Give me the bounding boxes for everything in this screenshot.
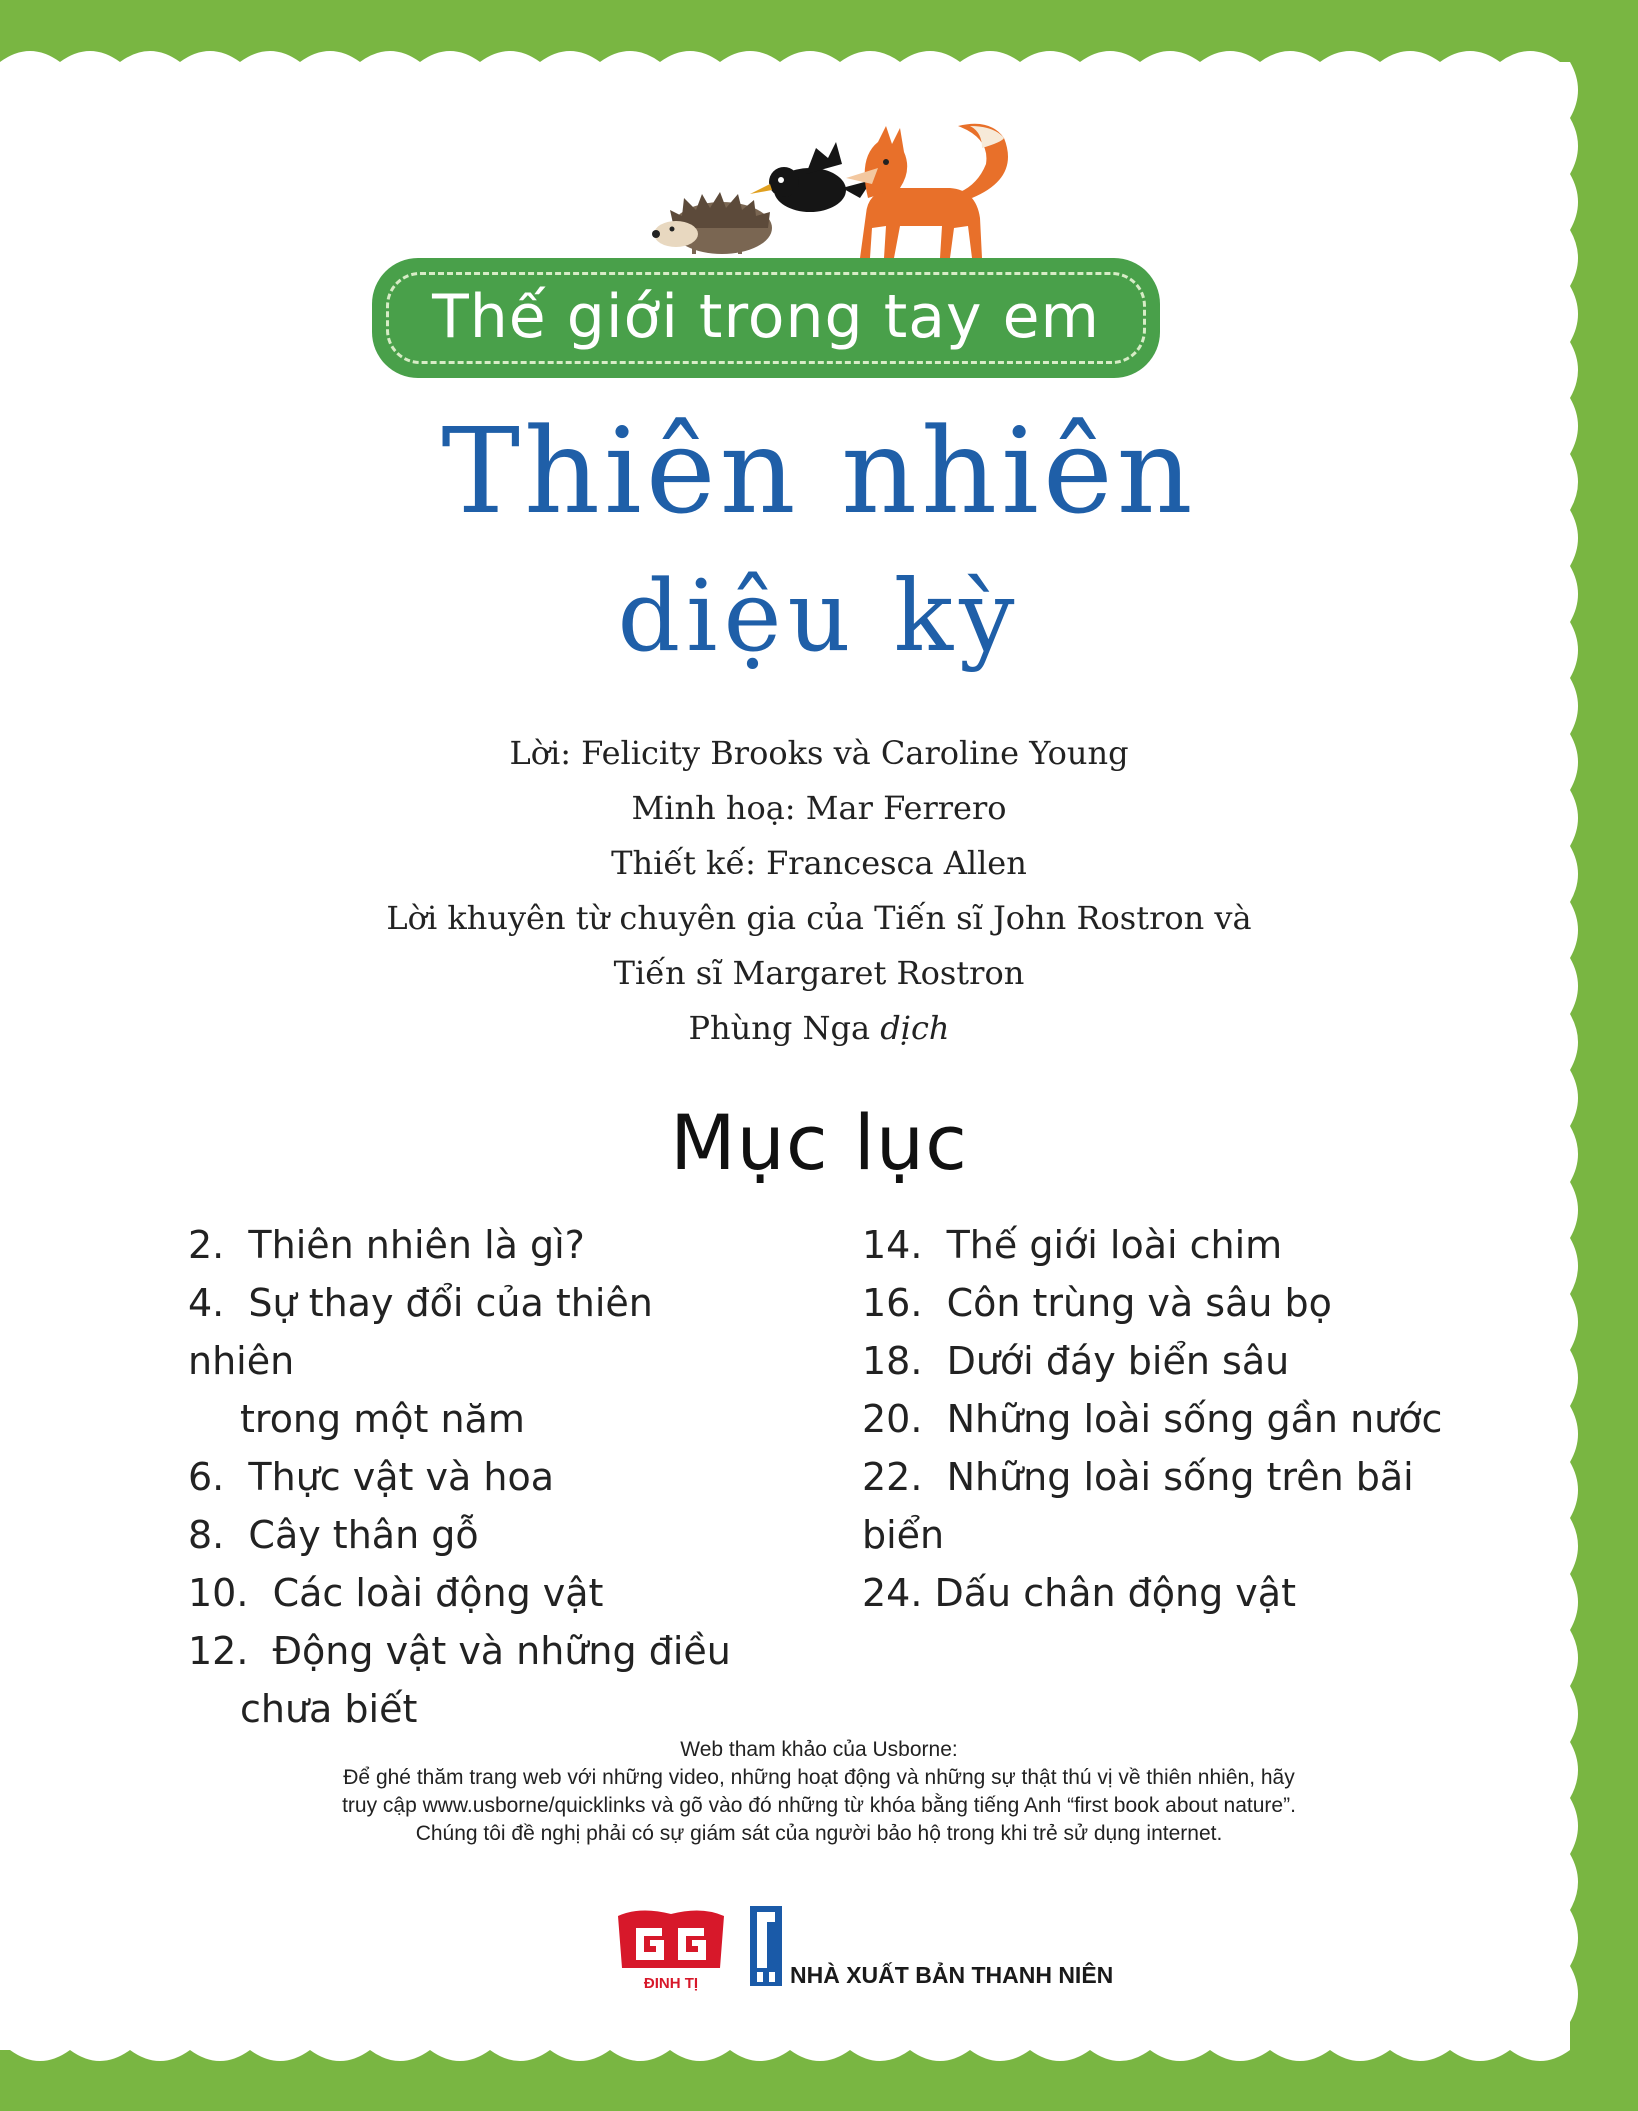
toc-column-left: [188, 1216, 748, 1738]
web-ref-title: Web tham khảo của Usborne:: [680, 1738, 958, 1761]
toc-item: 6. Thực vật và hoa: [188, 1455, 554, 1499]
web-ref-line1: Để ghé thăm trang web với những video, những hoạt động và những sự thật thú vị về thiên nhiên, hãy: [343, 1766, 1295, 1789]
credit-translator: [0, 1001, 1638, 1056]
translator-name: Phùng Nga: [688, 1009, 871, 1047]
toc-item: 10. Các loài động vật: [188, 1571, 604, 1615]
toc-item: 8. Cây thân gỗ: [188, 1513, 479, 1557]
toc-item: 16. Côn trùng và sâu bọ: [862, 1281, 1332, 1325]
web-reference-note: [0, 1736, 1638, 1848]
credit-design-by: Thiết kế: Francesca Allen: [611, 844, 1027, 882]
hedgehog-icon: [652, 192, 772, 254]
dinh-ti-logo-mark: [610, 1906, 732, 1976]
toc-heading: Mục lục: [670, 1098, 968, 1187]
toc-item: 4. Sự thay đổi của thiên nhiên trong một năm: [188, 1281, 665, 1441]
dinh-ti-label: ĐINH TỊ: [643, 1975, 699, 1992]
toc-item: 20. Những loài sống gần nước: [862, 1397, 1443, 1441]
publisher-name: NHÀ XUẤT BẢN THANH NIÊN: [790, 1962, 1114, 1988]
translator-role: dịch: [880, 1009, 950, 1047]
series-title: Thế giới trong tay em: [432, 282, 1100, 352]
toc-column-right: [862, 1216, 1462, 1622]
book-title-line2: diệu kỳ: [617, 560, 1021, 674]
credits-block: [0, 726, 1638, 1056]
toc-item: 18. Dưới đáy biển sâu: [862, 1339, 1290, 1383]
toc-item: 2. Thiên nhiên là gì?: [188, 1223, 585, 1267]
web-ref-line2: truy cập www.usborne/quicklinks và gõ vào đó những từ khóa bằng tiếng Anh “first book about nature”.: [342, 1794, 1296, 1817]
toc-item: 22. Những loài sống trên bãi biển: [862, 1455, 1426, 1557]
credit-text-by: Lời: Felicity Brooks và Caroline Young: [509, 734, 1129, 772]
toc-item: 24. Dấu chân động vật: [862, 1571, 1296, 1615]
thanh-nien-logo-icon: [748, 1906, 784, 1988]
credit-illustration-by: Minh hoạ: Mar Ferrero: [631, 789, 1007, 827]
web-ref-line3: Chúng tôi đề nghị phải có sự giám sát của người bảo hộ trong khi trẻ sử dụng internet.: [415, 1822, 1223, 1845]
fox-icon: [846, 124, 1008, 258]
credit-advice-line2: Tiến sĩ Margaret Rostron: [613, 954, 1025, 992]
book-title-line1: Thiên nhiên: [441, 402, 1197, 540]
dinh-ti-logo: [610, 1906, 732, 1996]
toc-item: 14. Thế giới loài chim: [862, 1223, 1283, 1267]
animal-illustrations: [610, 118, 1030, 258]
toc-item: 12. Động vật và những điều chưa biết: [188, 1629, 731, 1731]
credit-advice-line1: Lời khuyên từ chuyên gia của Tiến sĩ John Rostron và: [386, 899, 1252, 937]
series-title-badge: [372, 258, 1160, 378]
